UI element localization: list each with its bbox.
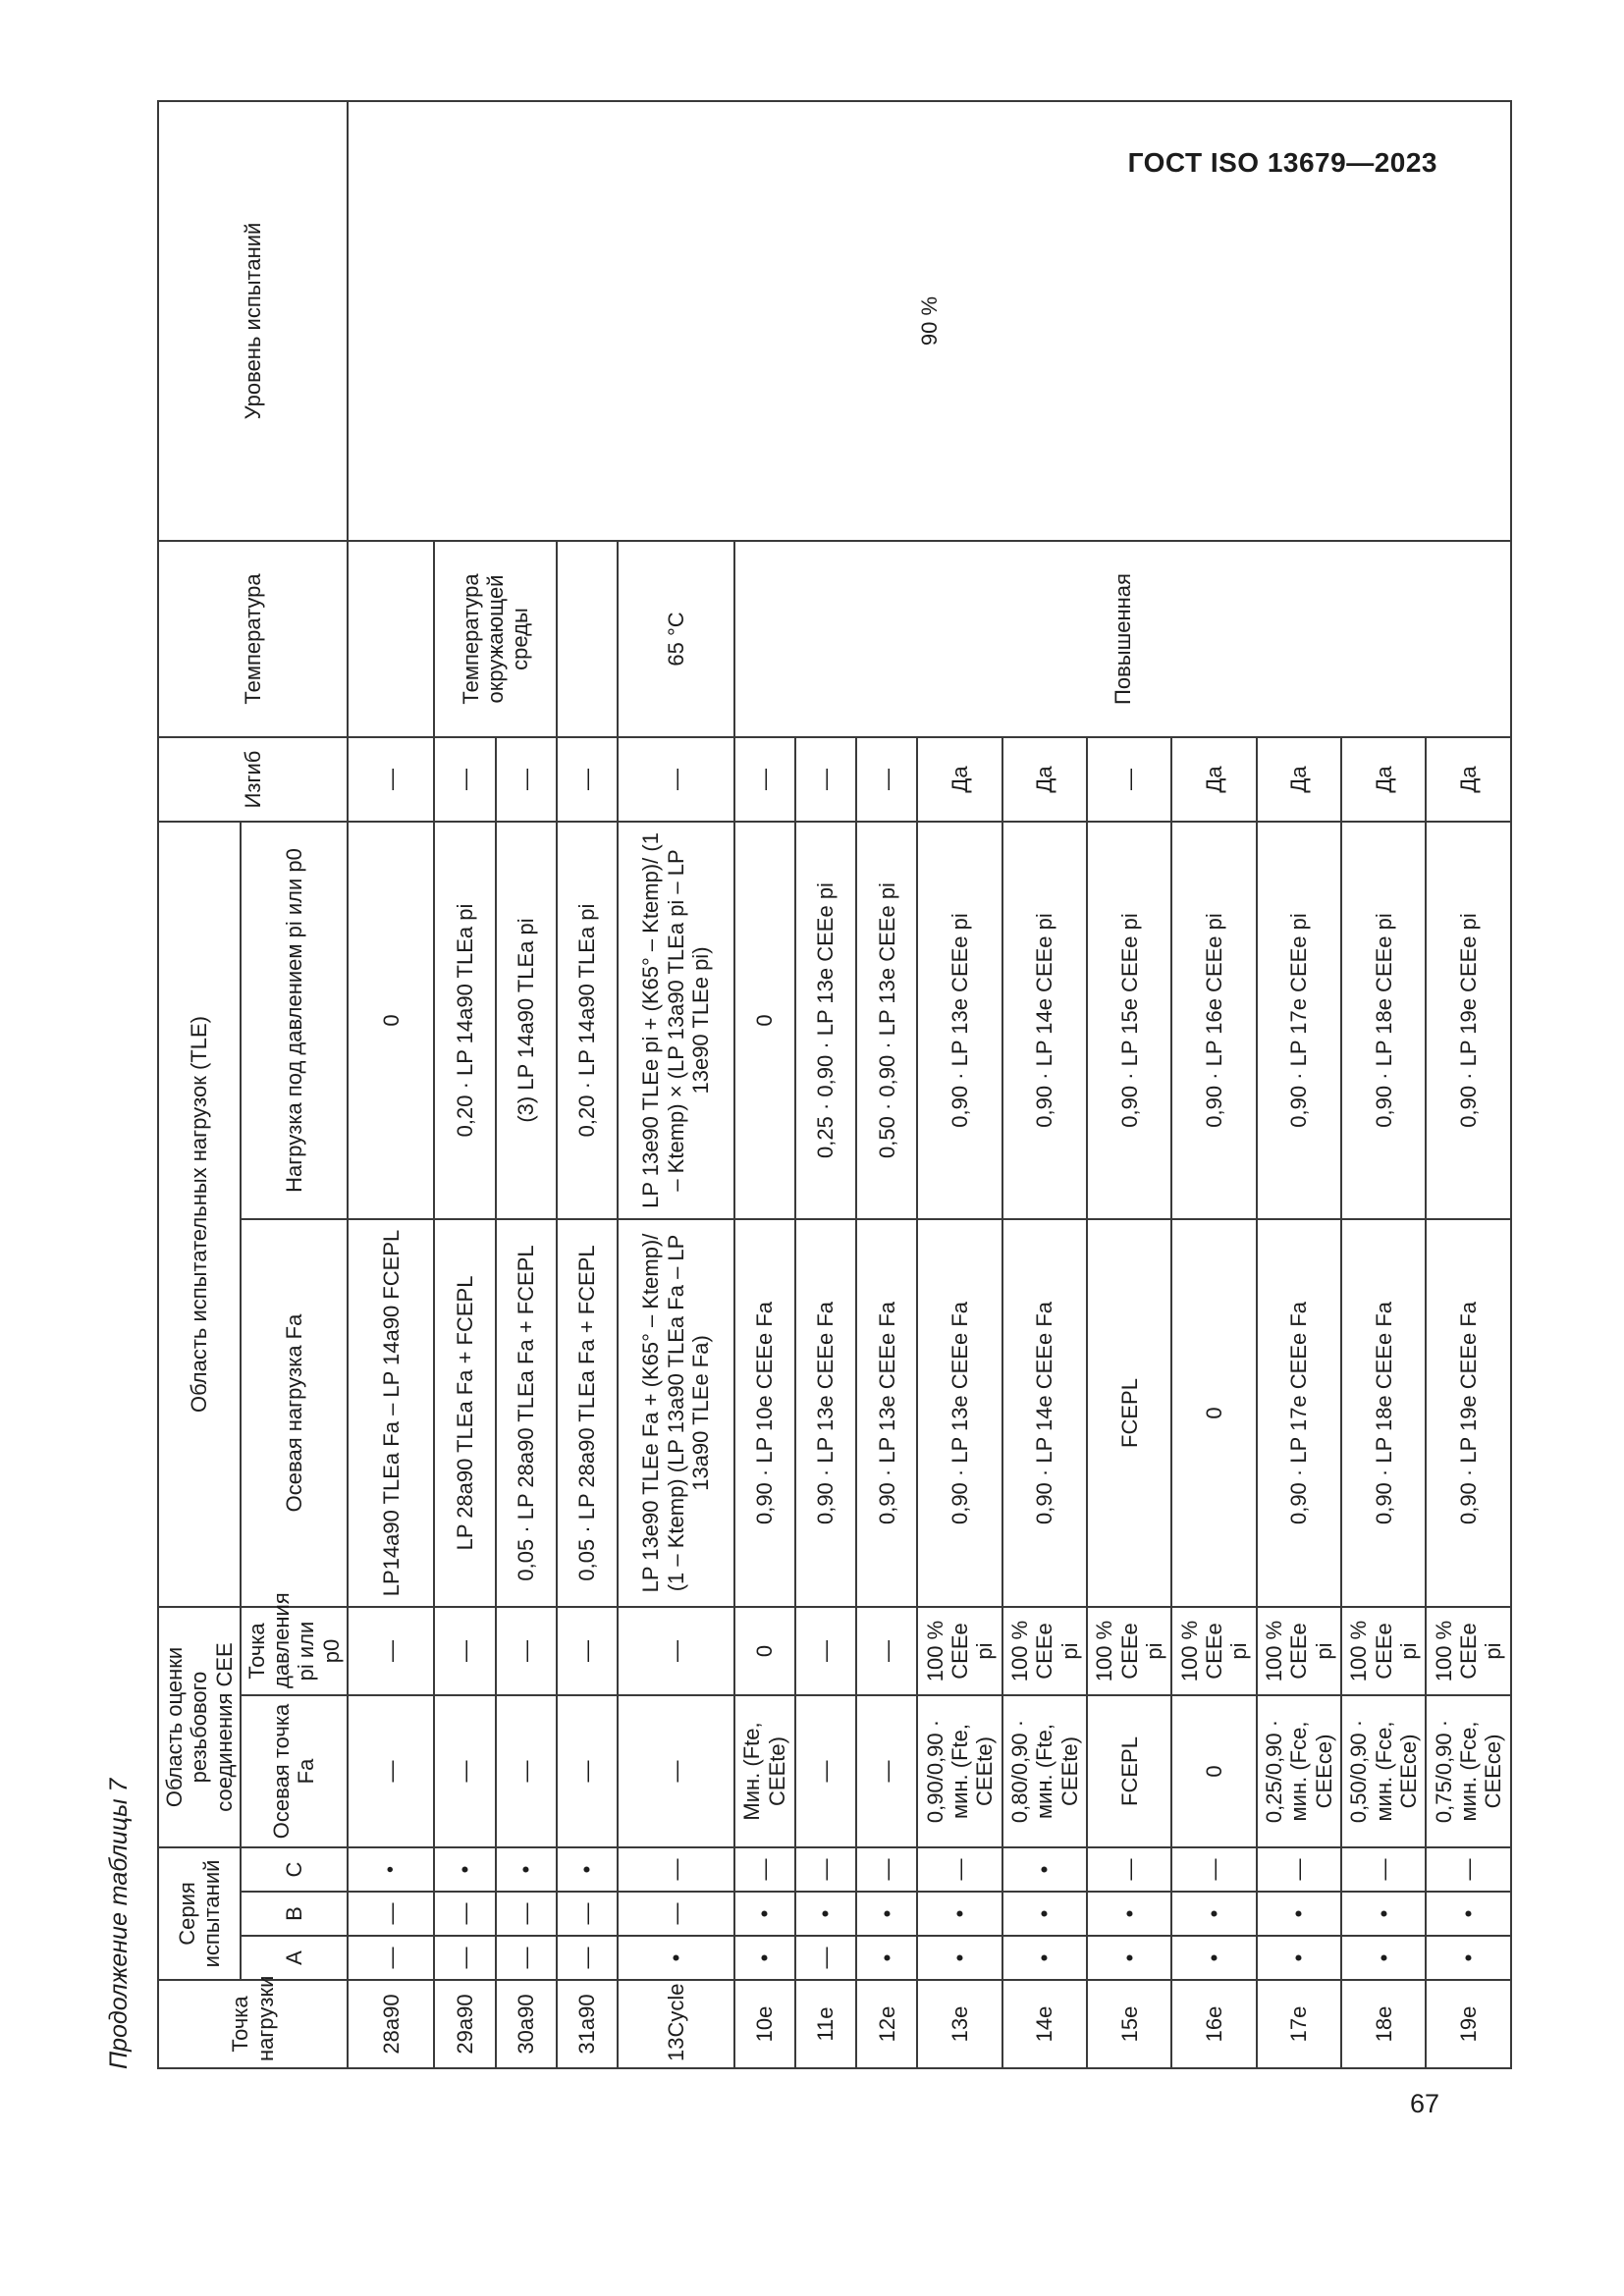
cell-pressure-load: 0,25 · 0,90 · LP 13e CEEe pi [795, 822, 856, 1219]
cell-bending: Да [1341, 737, 1426, 822]
cell-series-b: • [795, 1892, 856, 1936]
cell-series-c: — [795, 1847, 856, 1892]
cell-load-point: 28a90 [348, 1980, 434, 2068]
cell-bending: — [434, 737, 495, 822]
cell-load-point: 13Cycle [618, 1980, 733, 2068]
header-test-series: Серия испытаний [158, 1847, 241, 1980]
cell-series-a: • [1171, 1936, 1256, 1980]
cell-bending: — [795, 737, 856, 822]
cell-pressure-load: 0,90 · LP 15e CEEe pi [1087, 822, 1171, 1219]
cell-series-a: — [434, 1936, 495, 1980]
cell-series-c: — [1171, 1847, 1256, 1892]
cell-series-c: — [618, 1847, 733, 1892]
header-series-c: C [241, 1847, 348, 1892]
cell-axial-point: — [618, 1695, 733, 1847]
cell-pressure-load: 0,50 · 0,90 · LP 13e CEEe pi [856, 822, 917, 1219]
cell-series-a: • [1257, 1936, 1341, 1980]
cell-temp-blank [557, 541, 618, 737]
cell-pressure-load: 0,90 · LP 17e CEEe pi [1257, 822, 1341, 1219]
cell-bending: — [348, 737, 434, 822]
cell-bending: — [557, 737, 618, 822]
cell-axial-load: 0,05 · LP 28a90 TLEa Fa + FCEPL [557, 1219, 618, 1607]
cell-series-c: • [434, 1847, 495, 1892]
cell-pressure-load: 0,90 · LP 14e CEEe pi [1002, 822, 1087, 1219]
cell-load-point: 12e [856, 1980, 917, 2068]
document-standard-header: ГОСТ ISO 13679—2023 [1127, 147, 1437, 178]
cell-axial-load: 0,90 · LP 13e CEEe Fa [856, 1219, 917, 1607]
cell-pressure-point: — [496, 1607, 557, 1695]
cell-load-point: 15e [1087, 1980, 1171, 2068]
cell-axial-point: 0,80/0,90 · мин. (Fte, CEEte) [1002, 1695, 1087, 1847]
cell-pressure-point: 0 [734, 1607, 795, 1695]
cell-axial-point: 0 [1171, 1695, 1256, 1847]
header-pressure-point: Точка давления pi или p0 [241, 1607, 348, 1695]
load-points-table [157, 100, 1512, 2069]
cell-bending: — [1087, 737, 1171, 822]
cell-series-b: • [856, 1892, 917, 1936]
cell-load-point: 14e [1002, 1980, 1087, 2068]
cell-pressure-point: — [795, 1607, 856, 1695]
cell-series-b: • [917, 1892, 1001, 1936]
cell-bending: Да [917, 737, 1001, 822]
cell-series-b: • [734, 1892, 795, 1936]
cell-series-a: — [496, 1936, 557, 1980]
cell-axial-point: 0,90/0,90 · мин. (Fte, CEEte) [917, 1695, 1001, 1847]
cell-series-c: — [1087, 1847, 1171, 1892]
cell-series-b: — [618, 1892, 733, 1936]
cell-load-point: 29a90 [434, 1980, 495, 2068]
cell-axial-point: — [496, 1695, 557, 1847]
cell-pressure-point: — [348, 1607, 434, 1695]
header-load-point: Точка нагрузки [158, 1980, 348, 2068]
table-row [348, 101, 434, 2068]
cell-temp-elevated: Повышенная [734, 541, 1511, 737]
cell-series-b: — [434, 1892, 495, 1936]
cell-bending: Да [1171, 737, 1256, 822]
cell-series-c: • [348, 1847, 434, 1892]
cell-series-a: — [795, 1936, 856, 1980]
cell-pressure-point: 100 % CEEe pi [1087, 1607, 1171, 1695]
cell-pressure-point: — [557, 1607, 618, 1695]
cell-series-a: — [348, 1936, 434, 1980]
header-cee-region: Область оценки резьбового соединения CEE [158, 1607, 241, 1847]
cell-bending: — [734, 737, 795, 822]
cell-series-c: — [917, 1847, 1001, 1892]
cell-series-a: — [557, 1936, 618, 1980]
cell-series-b: • [1171, 1892, 1256, 1936]
cell-series-c: — [856, 1847, 917, 1892]
cell-axial-load: 0,90 · LP 13e CEEe Fa [917, 1219, 1001, 1607]
cell-axial-load: 0,90 · LP 14e CEEe Fa [1002, 1219, 1087, 1607]
cell-bending: — [856, 737, 917, 822]
cell-axial-point: — [856, 1695, 917, 1847]
cell-axial-point: — [795, 1695, 856, 1847]
cell-temp-65: 65 °C [618, 541, 733, 737]
cell-pressure-load: 0 [348, 822, 434, 1219]
cell-bending: — [618, 737, 733, 822]
cell-axial-point: — [434, 1695, 495, 1847]
page-number: 67 [1409, 2089, 1439, 2118]
cell-series-c: — [1426, 1847, 1510, 1892]
cell-temp-blank [348, 541, 434, 737]
cell-pressure-point: — [618, 1607, 733, 1695]
cell-pressure-point: 100 % CEEe pi [1341, 1607, 1426, 1695]
cell-load-point: 11e [795, 1980, 856, 2068]
cell-axial-point: 0,25/0,90 · мин. (Fce, CEEce) [1257, 1695, 1341, 1847]
cell-series-a: • [1426, 1936, 1510, 1980]
cell-axial-load: LP 13e90 TLEe Fa + (K65° – Ktemp)/ (1 – Ktemp) (LP 13a90 TLEa Fa – LP 13a90 TLEe Fa) [618, 1219, 733, 1607]
cell-axial-load: LP14a90 TLEa Fa – LP 14a90 FCEPL [348, 1219, 434, 1607]
cell-load-point: 17e [1257, 1980, 1341, 2068]
cell-pressure-point: — [856, 1607, 917, 1695]
cell-series-b: — [496, 1892, 557, 1936]
cell-series-b: • [1426, 1892, 1510, 1936]
cell-series-a: • [1002, 1936, 1087, 1980]
cell-series-b: • [1257, 1892, 1341, 1936]
cell-pressure-load: 0,20 · LP 14a90 TLEa pi [557, 822, 618, 1219]
cell-bending: Да [1426, 737, 1510, 822]
cell-series-c: • [1002, 1847, 1087, 1892]
cell-series-b: • [1002, 1892, 1087, 1936]
cell-axial-load: 0,90 · LP 18e CEEe Fa [1341, 1219, 1426, 1607]
cell-pressure-load: 0 [734, 822, 795, 1219]
cell-pressure-load: 0,90 · LP 13e CEEe pi [917, 822, 1001, 1219]
cell-pressure-point: — [434, 1607, 495, 1695]
cell-axial-point: — [557, 1695, 618, 1847]
header-temperature: Температура [158, 541, 348, 737]
cell-axial-load: 0,90 · LP 10e CEEe Fa [734, 1219, 795, 1607]
cell-pressure-load: (3) LP 14a90 TLEa pi [496, 822, 557, 1219]
cell-axial-point: — [348, 1695, 434, 1847]
cell-bending: Да [1257, 737, 1341, 822]
cell-pressure-load: 0,90 · LP 16e CEEe pi [1171, 822, 1256, 1219]
cell-load-point: 16e [1171, 1980, 1256, 2068]
cell-load-point: 31a90 [557, 1980, 618, 2068]
header-tle-region: Область испытательных нагрузок (TLE) [158, 822, 241, 1607]
cell-bending: Да [1002, 737, 1087, 822]
rotated-table-container [157, 102, 1506, 2069]
header-pressure-load: Нагрузка под давлением pi или p0 [241, 822, 348, 1219]
cell-series-a: • [1087, 1936, 1171, 1980]
cell-series-c: — [1257, 1847, 1341, 1892]
cell-axial-point: 0,50/0,90 · мин. (Fce, CEEce) [1341, 1695, 1426, 1847]
table-caption: Продолжение таблицы 7 [105, 1778, 133, 2069]
cell-temp-ambient: Температура окружающей среды [434, 541, 557, 737]
cell-test-level: 90 % [348, 101, 1511, 541]
cell-pressure-load: 0,90 · LP 18e CEEe pi [1341, 822, 1426, 1219]
cell-series-a: • [856, 1936, 917, 1980]
header-series-b: B [241, 1892, 348, 1936]
cell-axial-load: FCEPL [1087, 1219, 1171, 1607]
cell-pressure-point: 100 % CEEe pi [917, 1607, 1001, 1695]
cell-axial-point: 0,75/0,90 · мин. (Fce, CEEce) [1426, 1695, 1510, 1847]
cell-series-c: • [557, 1847, 618, 1892]
header-axial-load: Осевая нагрузка Fa [241, 1219, 348, 1607]
header-axial-point: Осевая точка Fa [241, 1695, 348, 1847]
cell-axial-load: 0,90 · LP 13e CEEe Fa [795, 1219, 856, 1607]
header-bending: Изгиб [158, 737, 348, 822]
cell-pressure-load: 0,20 · LP 14a90 TLEa pi [434, 822, 495, 1219]
cell-axial-load: 0,90 · LP 19e CEEe Fa [1426, 1219, 1510, 1607]
cell-series-a: • [734, 1936, 795, 1980]
cell-axial-load: 0,90 · LP 17e CEEe Fa [1257, 1219, 1341, 1607]
cell-load-point: 30a90 [496, 1980, 557, 2068]
cell-series-c: — [734, 1847, 795, 1892]
cell-load-point: 18e [1341, 1980, 1426, 2068]
cell-axial-point: FCEPL [1087, 1695, 1171, 1847]
cell-pressure-point: 100 % CEEe pi [1002, 1607, 1087, 1695]
cell-load-point: 10e [734, 1980, 795, 2068]
cell-pressure-point: 100 % CEEe pi [1171, 1607, 1256, 1695]
cell-bending: — [496, 737, 557, 822]
cell-series-a: • [618, 1936, 733, 1980]
cell-pressure-load: 0,90 · LP 19e CEEe pi [1426, 822, 1510, 1219]
cell-series-c: • [496, 1847, 557, 1892]
cell-series-b: — [557, 1892, 618, 1936]
header-test-level: Уровень испытаний [158, 101, 348, 541]
cell-axial-load: 0,05 · LP 28a90 TLEa Fa + FCEPL [496, 1219, 557, 1607]
cell-load-point: 19e [1426, 1980, 1510, 2068]
cell-series-c: — [1341, 1847, 1426, 1892]
cell-series-b: • [1341, 1892, 1426, 1936]
cell-series-a: • [1341, 1936, 1426, 1980]
cell-pressure-point: 100 % CEEe pi [1257, 1607, 1341, 1695]
header-series-a: A [241, 1936, 348, 1980]
cell-pressure-load: LP 13e90 TLEe pi + (K65° – Ktemp)/ (1 – Ktemp) × (LP 13a90 TLEa pi – LP 13e90 TLEe pi) [618, 822, 733, 1219]
cell-axial-point: Мин. (Fte, CEEte) [734, 1695, 795, 1847]
cell-series-b: — [348, 1892, 434, 1936]
cell-pressure-point: 100 % CEEe pi [1426, 1607, 1510, 1695]
cell-axial-load: 0 [1171, 1219, 1256, 1607]
cell-load-point: 13e [917, 1980, 1001, 2068]
cell-series-a: • [917, 1936, 1001, 1980]
cell-series-b: • [1087, 1892, 1171, 1936]
cell-axial-load: LP 28a90 TLEa Fa + FCEPL [434, 1219, 495, 1607]
